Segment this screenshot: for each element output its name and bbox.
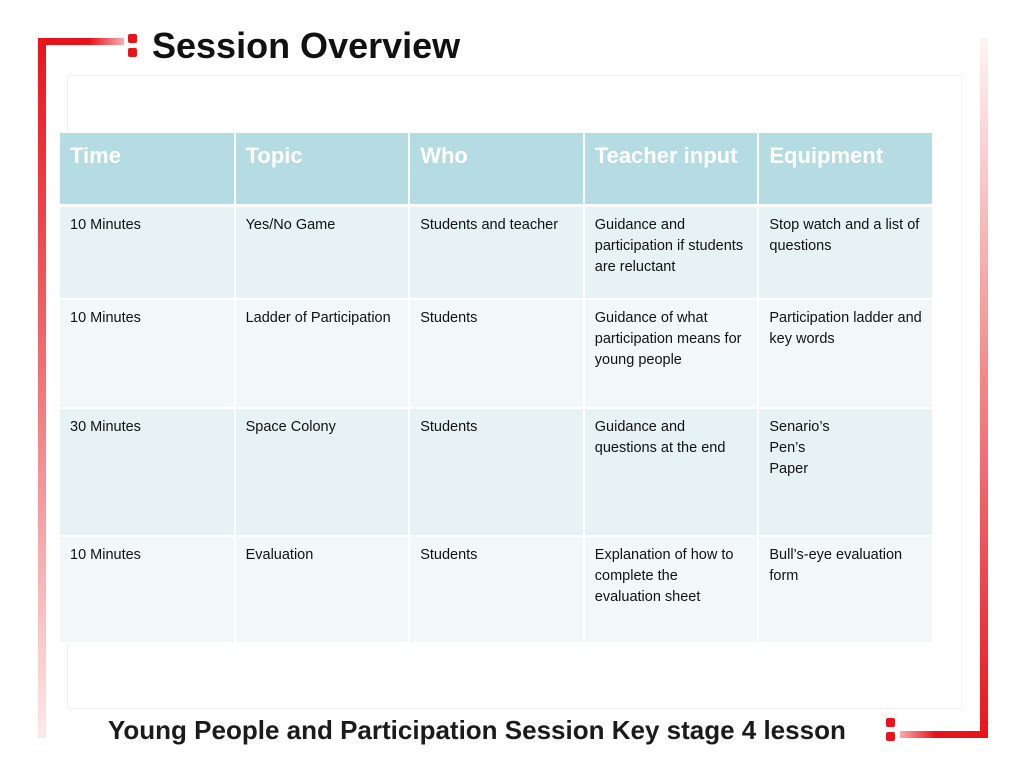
- session-table: [60, 133, 934, 644]
- teacher-input-cell: Guidance and questions at the end: [584, 408, 759, 536]
- who-cell: Students: [409, 536, 584, 643]
- teacher-input-cell: Guidance and participation if students are reluctant: [584, 206, 759, 300]
- equipment-item: Participation ladder and key words: [769, 310, 922, 347]
- colon-bullet-icon: [886, 718, 895, 746]
- table-row: [60, 206, 933, 300]
- column-header: Time: [60, 133, 235, 206]
- column-header: Topic: [235, 133, 410, 206]
- equipment-cell: [758, 408, 933, 536]
- topic-cell: Evaluation: [235, 536, 410, 643]
- table-row: [60, 408, 933, 536]
- table-row: [60, 299, 933, 408]
- column-header: Equipment: [758, 133, 933, 206]
- time-cell: 10 Minutes: [60, 206, 235, 300]
- frame-accent-right: [980, 38, 988, 738]
- table-header-row: [60, 133, 933, 206]
- column-header: Who: [409, 133, 584, 206]
- time-cell: 30 Minutes: [60, 408, 235, 536]
- table-row: [60, 536, 933, 643]
- equipment-cell: [758, 206, 933, 300]
- equipment-cell: [758, 536, 933, 643]
- time-cell: 10 Minutes: [60, 299, 235, 408]
- column-header: Teacher input: [584, 133, 759, 206]
- time-cell: 10 Minutes: [60, 536, 235, 643]
- frame-accent-left: [38, 38, 46, 738]
- page-title: Session Overview: [152, 25, 461, 66]
- frame-accent-top-left: [38, 38, 124, 45]
- equipment-item: Pen’s: [769, 440, 806, 456]
- topic-cell: Yes/No Game: [235, 206, 410, 300]
- who-cell: Students: [409, 299, 584, 408]
- footer-title: Young People and Participation Session Key stage 4 lesson: [108, 715, 846, 745]
- equipment-item: Stop watch and a list of questions: [769, 217, 920, 254]
- teacher-input-cell: Explanation of how to complete the evaluation sheet: [584, 536, 759, 643]
- equipment-item: Bull’s-eye evaluation form: [769, 547, 903, 584]
- equipment-item: Paper: [769, 461, 809, 477]
- topic-cell: Space Colony: [235, 408, 410, 536]
- equipment-cell: [758, 299, 933, 408]
- topic-cell: Ladder of Participation: [235, 299, 410, 408]
- frame-accent-bottom-right: [900, 731, 988, 738]
- teacher-input-cell: Guidance of what participation means for young people: [584, 299, 759, 408]
- who-cell: Students: [409, 408, 584, 536]
- who-cell: Students and teacher: [409, 206, 584, 300]
- colon-bullet-icon: [128, 34, 137, 62]
- equipment-item: Senario’s: [769, 419, 830, 435]
